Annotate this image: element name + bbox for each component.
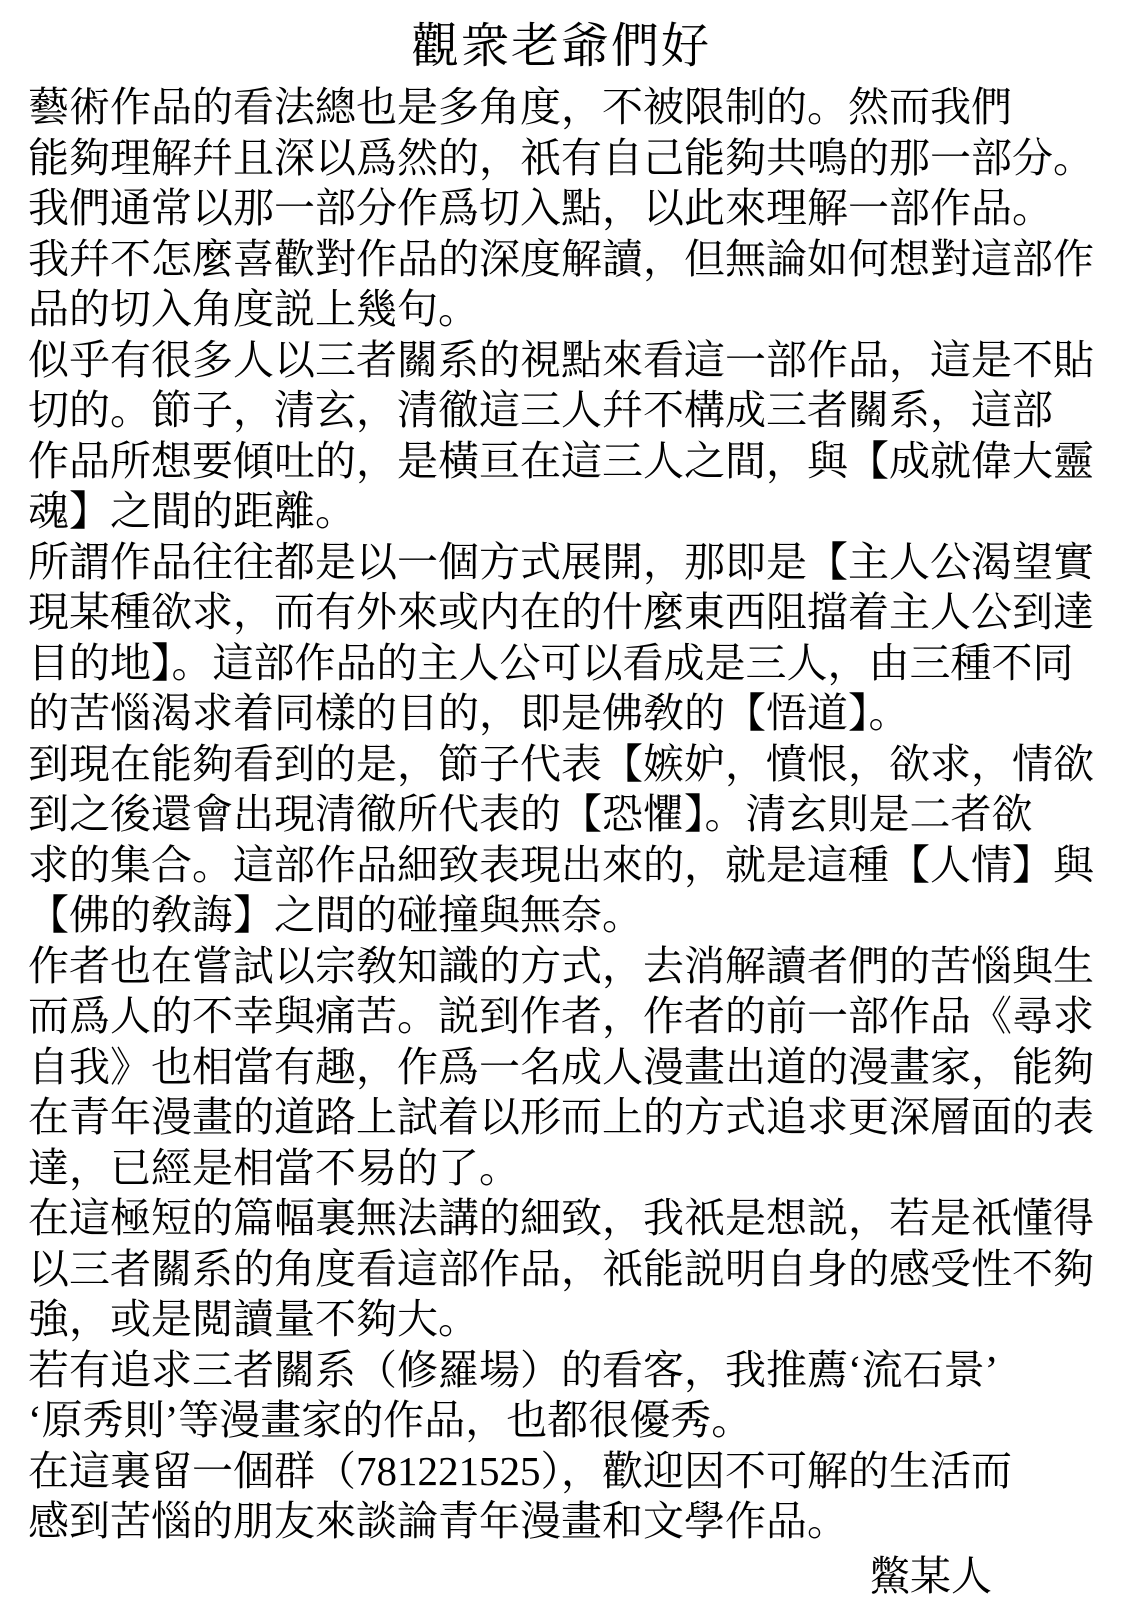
- text-line: 自我》也相當有趣，作爲一名成人漫畫出道的漫畫家，能夠: [28, 1043, 1094, 1090]
- text-line: 品的切入角度説上幾句。: [28, 286, 479, 332]
- text-line: 能夠理解幷且深以爲然的，祇有自己能夠共鳴的那一部分。: [28, 134, 1094, 181]
- text-line: ‘原秀則’等漫畫家的作品，也都很優秀。: [28, 1397, 753, 1443]
- text-line: 作品所想要傾吐的，是橫亘在這三人之間，與【成就偉大靈: [28, 437, 1094, 484]
- text-line: 強，或是閲讀量不夠大。: [28, 1296, 479, 1342]
- text-line: 我幷不怎麼喜歡對作品的深度解讀，但無論如何想對這部作: [28, 235, 1094, 282]
- text-line: 到現在能夠看到的是，節子代表【嫉妒，憤恨，欲求，情欲: [28, 740, 1094, 787]
- text-line: 我們通常以那一部分作爲切入點，以此來理解一部作品。: [28, 185, 1053, 231]
- text-line: 到之後還會出現清徹所代表的【恐懼】。清玄則是二者欲: [28, 791, 1033, 837]
- text-line: 的苦惱渴求着同樣的目的，即是佛敎的【悟道】。: [28, 690, 910, 736]
- text-line: 若有追求三者關系（修羅場）的看客，我推薦‘流石景’: [28, 1346, 999, 1393]
- text-line: 魂】之間的距離。: [28, 488, 356, 534]
- text-line: 【佛的敎誨】之間的碰撞與無奈。: [28, 892, 643, 938]
- text-line: 而爲人的不幸與痛苦。説到作者，作者的前一部作品《尋求: [28, 993, 1094, 1039]
- text-line: 在青年漫畫的道路上試着以形而上的方式追求更深層面的表: [28, 1094, 1094, 1140]
- text-line: 似乎有很多人以三者關系的視點來看這一部作品，這是不貼: [28, 336, 1094, 383]
- text-line: 切的。節子，清玄，清徹這三人幷不構成三者關系，這部: [28, 387, 1053, 433]
- text-line: 所謂作品往往都是以一個方式展開，那即是【主人公渴望實: [28, 538, 1094, 585]
- text-line: 作者也在嘗試以宗敎知識的方式，去消解讀者們的苦惱與生: [28, 942, 1094, 989]
- page-title: 觀衆老爺們好: [410, 20, 711, 73]
- text-line: 以三者關系的角度看這部作品，祇能説明自身的感受性不夠: [28, 1245, 1094, 1292]
- text-line: 現某種欲求，而有外來或内在的什麼東西阻擋着主人公到達: [28, 589, 1094, 635]
- text-line: 在這極短的篇幅裏無法講的細致，我祇是想説，若是祇懂得: [28, 1195, 1094, 1241]
- text-line: 藝術作品的看法總也是多角度，不被限制的。然而我們: [28, 84, 1012, 130]
- text-line: 在這裏留一個群（781221525），歡迎因不可解的生活而: [28, 1447, 1012, 1494]
- text-line: 目的地】。這部作品的主人公可以看成是三人，由三種不同: [28, 639, 1074, 686]
- text-line: 感到苦惱的朋友來談論青年漫畫和文學作品。: [28, 1498, 848, 1544]
- document-body: [28, 82, 1122, 1547]
- text-line: 求的集合。這部作品細致表現出來的，就是這種【人情】與: [28, 841, 1094, 888]
- author-signature: 鱉某人: [869, 1552, 992, 1599]
- text-line: 達，已經是相當不易的了。: [28, 1144, 520, 1191]
